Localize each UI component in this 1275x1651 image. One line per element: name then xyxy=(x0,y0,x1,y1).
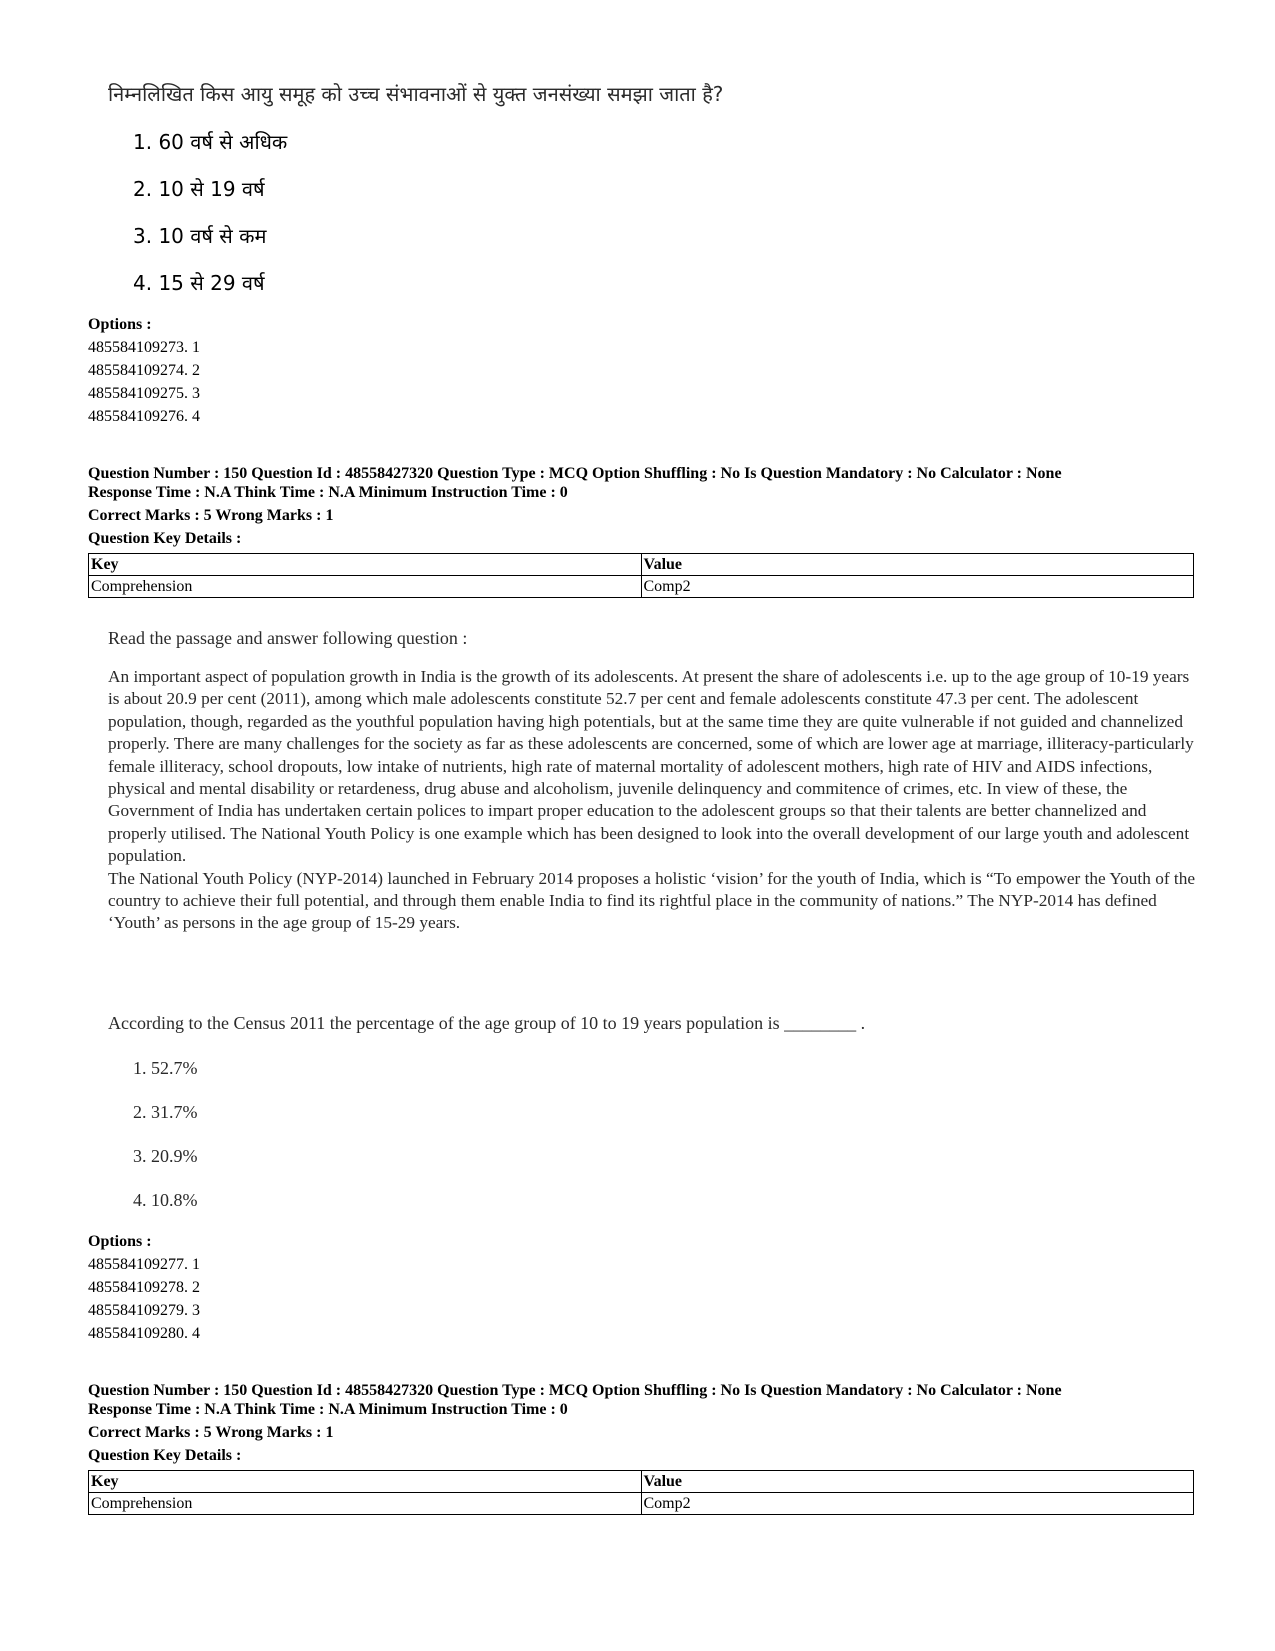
question-b-choice-3: 3. 20.9% xyxy=(133,1146,198,1166)
question-b-option-1: 485584109277. 1 xyxy=(88,1256,200,1273)
meta-2-line-2: Response Time : N.A Think Time : N.A Minimum Instruction Time : 0 xyxy=(88,1401,568,1418)
table-cell-value: Comp2 xyxy=(641,576,1194,598)
meta-2-line-3: Correct Marks : 5 Wrong Marks : 1 xyxy=(88,1424,334,1441)
passage-body xyxy=(108,666,1198,935)
question-a-option-2: 485584109274. 2 xyxy=(88,362,200,379)
question-a-option-1: 485584109273. 1 xyxy=(88,339,200,356)
question-b-text: According to the Census 2011 the percentage of the age group of 10 to 19 years population is ________ . xyxy=(108,1013,866,1033)
passage-paragraph-2: The National Youth Policy (NYP-2014) launched in February 2014 proposes a holistic ‘vision’ for the youth of India, which is “To empower the Youth of the country to achieve their full potential, and through them enable India to find its rightful place in the community of nations.” The NYP-2014 has defined ‘Youth’ as persons in the age group of 15-29 years. xyxy=(108,868,1196,933)
question-a-choice-2: 2. 10 से 19 वर्ष xyxy=(133,177,265,201)
question-a-choice-3: 3. 10 वर्ष से कम xyxy=(133,224,267,248)
question-b-options-label: Options : xyxy=(88,1233,152,1250)
question-b-option-4: 485584109280. 4 xyxy=(88,1325,200,1342)
table-header-row xyxy=(89,554,1194,576)
table-row xyxy=(89,576,1194,598)
passage-paragraph-1: An important aspect of population growth in India is the growth of its adolescents. At present the share of adolescents i.e. up to the age group of 10-19 years is about 20.9 per cent (2011), among which male adolescents constitute 52.7 per cent and female adolescents constitute 47.3 per cent. The adolescent population, though, regarded as the youthful population having high potentials, but at the same time they are quite vulnerable if not guided and channelized properly. There are many challenges for the society as far as these adolescents are concerned, some of which are lower age at marriage, illiteracy-particularly female illiteracy, school dropouts, low intake of nutrients, high rate of maternal mortality of adolescent mothers, high rate of HIV and AIDS infections, physical and mental disability or retardeness, drug abuse and alcoholism, juvenile delinquency and commitence of crimes, etc. In view of these, the Government of India has undertaken certain polices to impart proper education to the adolescent groups so that their talents are better channelized and properly utilised. The National Youth Policy is one example which has been designed to look into the overall development of our large youth and adolescent population. xyxy=(108,667,1194,866)
table-cell-key: Comprehension xyxy=(89,576,642,598)
table-header-key: Key xyxy=(89,554,642,576)
question-a-option-4: 485584109276. 4 xyxy=(88,408,200,425)
question-b-option-2: 485584109278. 2 xyxy=(88,1279,200,1296)
table-cell-key: Comprehension xyxy=(89,1493,642,1515)
question-a-options-label: Options : xyxy=(88,316,152,333)
table-header-row xyxy=(89,1471,1194,1493)
meta-1-key-table xyxy=(88,553,1194,598)
question-b-option-3: 485584109279. 3 xyxy=(88,1302,200,1319)
table-row xyxy=(89,1493,1194,1515)
table-header-value: Value xyxy=(641,554,1194,576)
meta-2-key-details-label: Question Key Details : xyxy=(88,1447,242,1464)
passage-intro: Read the passage and answer following question : xyxy=(108,628,468,648)
table-header-key: Key xyxy=(89,1471,642,1493)
meta-1-key-details-label: Question Key Details : xyxy=(88,530,242,547)
meta-1-line-1: Question Number : 150 Question Id : 48558427320 Question Type : MCQ Option Shuffling : No Is Question Mandatory : No Calculator : None xyxy=(88,465,1062,482)
question-a-option-3: 485584109275. 3 xyxy=(88,385,200,402)
meta-1-line-2: Response Time : N.A Think Time : N.A Minimum Instruction Time : 0 xyxy=(88,484,568,501)
meta-1-line-3: Correct Marks : 5 Wrong Marks : 1 xyxy=(88,507,334,524)
table-header-value: Value xyxy=(641,1471,1194,1493)
question-a-text: निम्नलिखित किस आयु समूह को उच्च संभावनाओं से युक्त जनसंख्या समझा जाता है? xyxy=(108,82,724,106)
question-a-choice-1: 1. 60 वर्ष से अधिक xyxy=(133,130,288,154)
meta-2-key-table xyxy=(88,1470,1194,1515)
meta-2-line-1: Question Number : 150 Question Id : 48558427320 Question Type : MCQ Option Shuffling : No Is Question Mandatory : No Calculator : None xyxy=(88,1382,1062,1399)
question-b-choice-2: 2. 31.7% xyxy=(133,1102,198,1122)
question-b-choice-1: 1. 52.7% xyxy=(133,1058,198,1078)
question-b-choice-4: 4. 10.8% xyxy=(133,1190,198,1210)
question-a-choice-4: 4. 15 से 29 वर्ष xyxy=(133,271,265,295)
table-cell-value: Comp2 xyxy=(641,1493,1194,1515)
